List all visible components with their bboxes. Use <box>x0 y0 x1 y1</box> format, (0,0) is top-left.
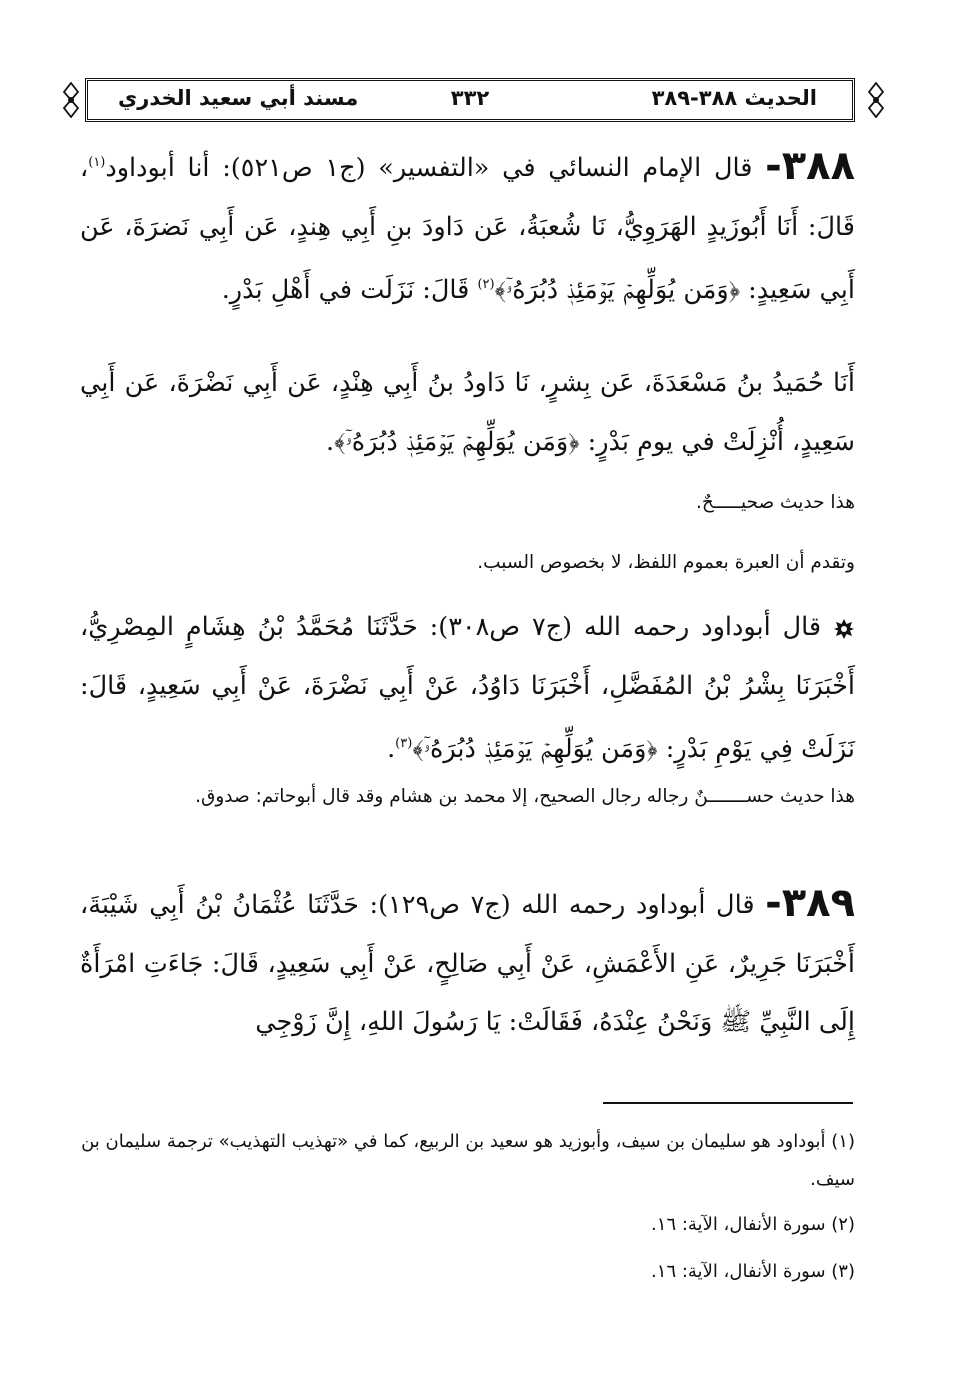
hadith-number: ٣٨٨- <box>765 143 856 189</box>
abudawud-narration <box>80 598 855 779</box>
hadith-chain: ، قَالَ: أَنَا أَبُوزَيدٍ الهَرَوِيُّ، نَا شُعبَةُ، عَن دَاودَ بنِ أَبِي هِندٍ، عَن أَبِي نَضرَةَ، عَن أَبِي سَعِيدٍ: <box>80 153 855 305</box>
flower-ornament-icon <box>833 618 855 640</box>
narration-end: . <box>387 734 396 764</box>
header-book-title: مسند أبي سعيد الخدري <box>118 86 359 110</box>
hadith-388 <box>80 134 855 320</box>
footnote-2: (٢) سورة الأنفال، الآية: ١٦. <box>651 1214 855 1235</box>
hadith-ending: قَالَ: نَزَلَت في أَهْلِ بَدْرٍ. <box>221 275 478 305</box>
footnote-1: (١) أبوداود هو سليمان بن سيف، وأبوزيد هو سعيد بن الربيع، كما في «تهذيب التهذيب» ترجمة سليمان بن سيف. <box>81 1131 855 1190</box>
quran-verse: ﴿وَمَن يُوَلِّهِمۡ يَوۡمَئِذٖ دُبُرَهُۥٓ﴾ <box>334 426 580 457</box>
hadith-text: قال أبوداود رحمه الله (ج٧ ص١٢٩): حَدَّثَنَا عُثْمَانُ بْنُ أَبِي شَيْبَةَ، أَخْبَرَنَا جَرِيرٌ، عَنِ الأَعْمَشِ، عَنْ أَبِي صَالِحٍ، عَنْ أَبِي سَعِيدٍ، قَالَ: جَاءَتِ امْرَأَةٌ إِلَى النَّبِيِّ ﷺ وَنَحْنُ عِنْدَهُ، فَقَالَتْ: يَا رَسُولَ اللهِ، إِنَّ زَوْجِي <box>80 890 855 1037</box>
footnote-ref: (٣) <box>395 736 413 751</box>
hadith-389 <box>80 874 855 1052</box>
chain-end: . <box>326 426 335 457</box>
quran-verse: ﴿وَمَن يُوَلِّهِمۡ يَوۡمَئِذٖ دُبُرَهُۥٓ﴾ <box>494 275 740 305</box>
page-number: ٣٣٢ <box>450 86 490 110</box>
second-chain <box>80 354 855 471</box>
footnote-separator <box>603 1102 853 1104</box>
footnote-ref: (١) <box>88 155 106 170</box>
grading-note: هذا حديث صحيـــــحٌ. <box>696 492 855 513</box>
header-hadith-range: الحديث ٣٨٨-٣٨٩ <box>651 86 817 110</box>
commentary-note: وتقدم أن العبرة بعموم اللفظ، لا بخصوص السبب. <box>477 552 855 573</box>
footnote-ref: (٢) <box>477 277 495 292</box>
chain-text: أَنَا حُمَيدُ بنُ مَسْعَدَةَ، عَن بِشرٍ، نَا دَاودُ بنُ أَبِي هِنْدٍ، عَن أَبِي نَضْرَةَ، عَن أَبِي سَعِيدٍ، أُنْزِلَتْ في يومِ بَدْرٍ: <box>80 368 855 457</box>
hadith-intro: قال الإمام النسائي في «التفسير» (ج١ ص٥٢١): أنا أبوداود <box>105 153 766 183</box>
grading-note-2: هذا حديث حســـــــنٌ رجاله رجال الصحيح، إلا محمد بن هشام وقد قال أبوحاتم: صدوق. <box>195 786 855 807</box>
header-ornament-left-icon <box>58 82 84 118</box>
hadith-number: ٣٨٩- <box>765 880 855 926</box>
header-ornament-right-icon <box>863 82 889 118</box>
narration-text: قال أبوداود رحمه الله (ج٧ ص٣٠٨): حَدَّثَنَا مُحَمَّدُ بْنُ هِشَامٍ المِصْرِيُّ، أَخْبَرَنَا بِشْرُ بْنُ المُفَضَّلِ، أَخْبَرَنَا دَاوُدُ، عَنْ أَبِي نَضْرَةَ، عَنْ أَبِي سَعِيدٍ، قَالَ: نَزَلَتْ فِي يَوْمِ بَدْرٍ: <box>80 612 855 764</box>
quran-verse: ﴿وَمَن يُوَلِّهِمۡ يَوۡمَئِذٖ دُبُرَهُۥٓ﴾ <box>412 734 658 764</box>
footnote-3: (٣) سورة الأنفال، الآية: ١٦. <box>651 1261 855 1282</box>
